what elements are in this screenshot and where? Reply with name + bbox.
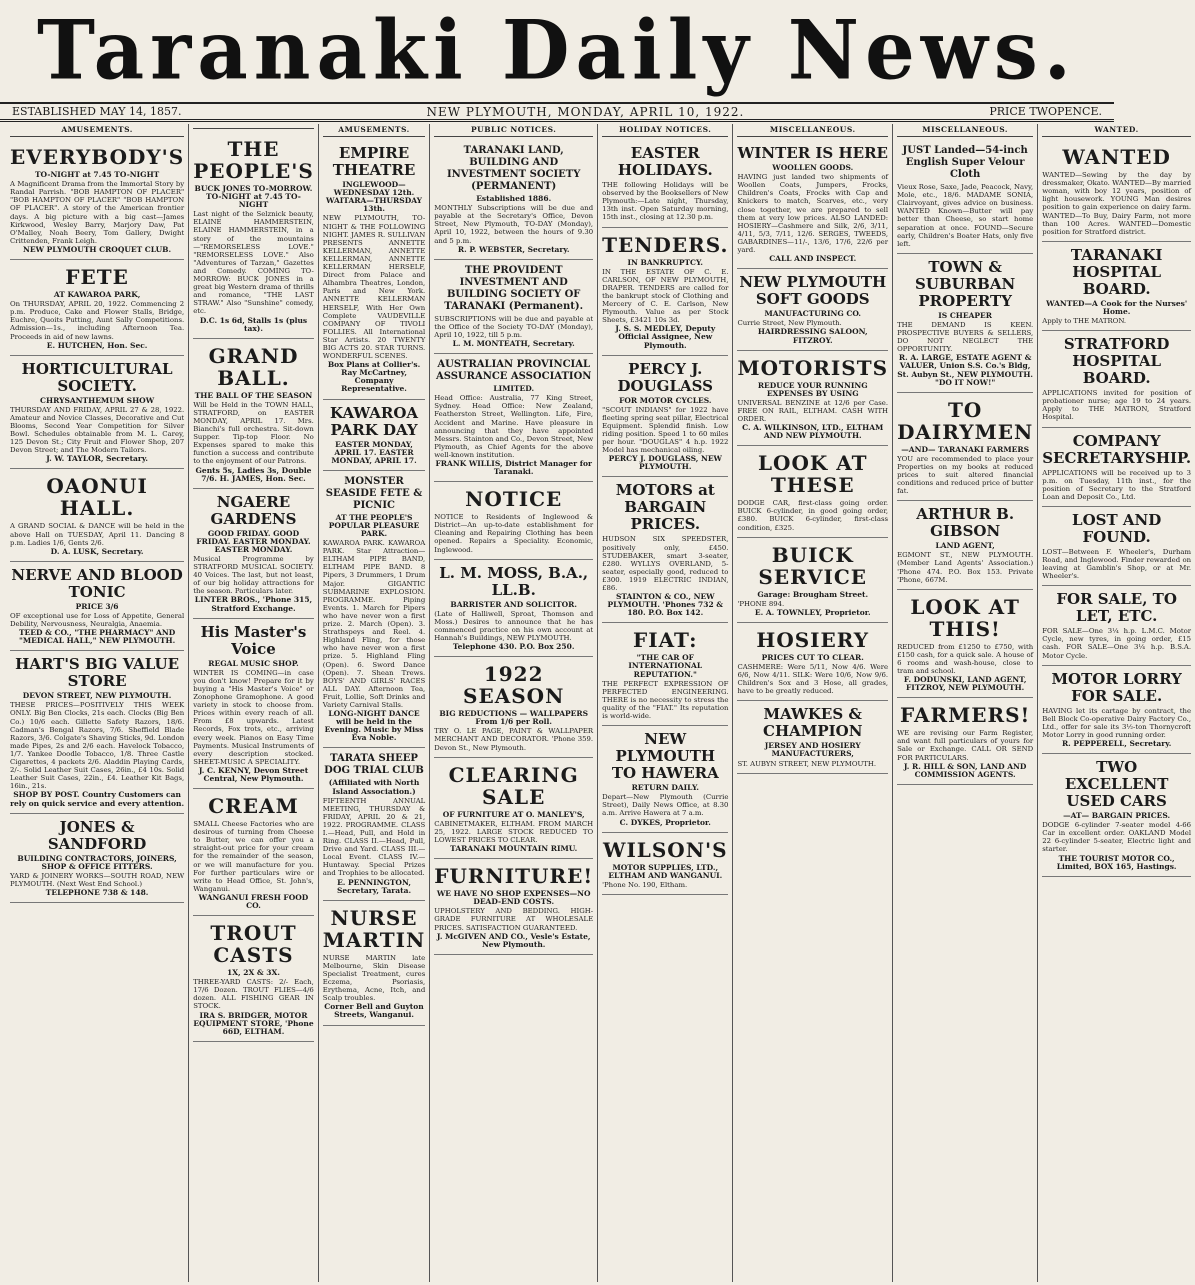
- ad-title: THE PROVIDENT INVESTMENT AND BUILDING SOCIETY OF TARANAKI (Permanent).: [444, 264, 584, 312]
- ad-body: 'Phone No. 190, Eltham.: [602, 880, 688, 889]
- ad-title: His Master's Voice: [200, 622, 307, 658]
- ad-footer: Gents 5s, Ladies 3s, Double 7/6. H. JAMES, Hon. Sec.: [195, 465, 312, 483]
- ad-title: EVERYBODY'S: [10, 145, 185, 170]
- ad-footer: J. W. TAYLOR, Secretary.: [46, 454, 148, 464]
- ad-body: Vieux Rose, Saxe, Jade, Peacock, Navy, Mole, etc., 18/6. MADAME SONIA, Clairvoyant, gives advice on business. WANTED Known—Butter will pay better than Cheese, so start home separation at once. FOUND—Secure early, Children's Boater Hats, only five left.: [897, 183, 1034, 248]
- ad-subtitle: THE BALL OF THE SEASON: [194, 390, 313, 400]
- ad-title: NURSE MARTIN: [322, 905, 426, 952]
- column-7: [893, 124, 1038, 1282]
- ad-title: BUICK SERVICE: [758, 542, 868, 589]
- column-8: [1038, 124, 1195, 1282]
- advertisement: [897, 590, 1033, 699]
- advertisement: [10, 814, 184, 903]
- ad-footer: E. HUTCHEN, Hon. Sec.: [46, 340, 148, 350]
- ad-title: LOST AND FOUND.: [1072, 510, 1162, 546]
- ad-title: CREAM: [208, 794, 299, 819]
- ad-body: FIFTEENTH ANNUAL MEETING, THURSDAY & FRIDAY, APRIL 20 & 21, 1922. PROGRAMME. CLASS I.—Head, Pull, and Hold in Ring. CLASS II.—Head, Pull, Drive and Yard. CLASS III.—Local Event. CLASS IV.—Huntaway. Special Prizes and Trophies to be allocated.: [322, 796, 426, 878]
- ad-footer: LINTER BROS., 'Phone 315, Stratford Exchange.: [194, 595, 313, 613]
- ad-body: FOR SALE—One 3¼ h.p. L.M.C. Motor Cycle, new tyres, in going order, £15 cash. FOR SALE—One 3¼ h.p. B.S.A. Motor Cycle.: [1042, 627, 1192, 660]
- ad-body: A Magnificent Drama from the Immortal Story by Randal Parrish. "BOB HAMPTON OF PLACER" "BOB HAMPTON OF PLACER" "BOB HAMPTON OF PLACER". A story of the American frontier days. A big picture with a big cast—James Kirkwood, Wesley Barry, Marjory Daw, Pat O'Malley, Noah Beery, Tom Gallery, Dwight Crittenden, Frank Leigh.: [10, 180, 185, 245]
- ad-title: THE PEOPLE'S: [193, 137, 314, 183]
- ad-body: DODGE CAR, first-class going order. BUICK 6-cylinder, in good going order, £380. BUICK 6-cylinder, first-class condition, £325.: [737, 499, 889, 532]
- ad-subtitle: DEVON STREET, NEW PLYMOUTH.: [22, 691, 172, 701]
- ad-title: KAWAROA PARK DAY: [330, 403, 419, 439]
- ad-subtitle: BIG REDUCTIONS — WALLPAPERS From 1/6 per Roll.: [439, 709, 589, 727]
- ad-title: FIAT:: [633, 628, 698, 653]
- advertisement: [193, 789, 314, 916]
- advertisement: [602, 140, 728, 227]
- ad-body: HUDSON SIX SPEEDSTER, positively only, £450. STUDEBAKER, smart 3-seater, £280. WYLLYS OVERLAND, 5-seater, especially good, reduced to £300. 1919 ELECTRIC INDIAN, £86.: [602, 535, 729, 592]
- ad-title: MOTORS at BARGAIN PRICES.: [615, 481, 715, 534]
- advertisement: [897, 393, 1033, 502]
- column-5: [598, 124, 733, 1282]
- advertisement: [434, 758, 593, 859]
- ad-body: ST. AUBYN STREET, NEW PLYMOUTH.: [737, 759, 877, 768]
- ad-footer: Box Plans at Collier's. Ray McCartney, Company Representative.: [327, 360, 421, 394]
- advertisement: [323, 140, 425, 399]
- column-heading: MISCELLANEOUS.: [737, 126, 888, 137]
- page-columns: [6, 124, 1192, 1282]
- ad-footer: TARANAKI MOUNTAIN RIMU.: [450, 844, 578, 854]
- ad-subtitle: RETURN DAILY.: [631, 783, 699, 793]
- advertisement: [193, 489, 314, 619]
- ad-title: TARATA SHEEP DOG TRIAL CLUB: [324, 753, 424, 777]
- advertisement: [10, 651, 184, 813]
- ad-footer: TEED & CO., "THE PHARMACY" AND "MEDICAL HALL," NEW PLYMOUTH.: [18, 628, 176, 646]
- advertisement: [897, 501, 1033, 589]
- ad-body: THREE-YARD CASTS: 2/- Each, 17/6 Dozen. TROUT FLIES—4/6 dozen. ALL FISHING GEAR IN STOCK.: [193, 978, 314, 1011]
- ad-subtitle: AT THE PEOPLE'S POPULAR PLEASURE PARK.: [328, 512, 420, 538]
- advertisement: [323, 471, 425, 749]
- ad-title: TROUT CASTS: [210, 921, 297, 968]
- ad-subtitle: Established 1886.: [476, 194, 552, 204]
- ad-body: A GRAND SOCIAL & DANCE will be held in the above Hall on TUESDAY, April 11. Dancing 8 p.m. Ladies 1/6, Gents 2/6.: [10, 522, 185, 547]
- advertisement: [434, 859, 593, 955]
- advertisement: [1042, 754, 1191, 877]
- ad-body: MONTHLY Subscriptions will be due and payable at the Secretary's Office, Devon Street, New Plymouth, TO-DAY (Monday), April 10, 1922, between the hours of 9.30 and 5 p.m.: [434, 204, 594, 245]
- ad-body: SUBSCRIPTIONS will be due and payable at the Office of the Society TO-DAY (Monday), April 10, 1922, till 5 p.m.: [434, 314, 594, 339]
- ad-body: THE PERFECT EXPRESSION OF PERFECTED ENGINEERING. THERE is no necessity to stress the quality of the "FIAT." Its reputation is world-wide.: [602, 679, 729, 721]
- column-3: [319, 124, 430, 1282]
- ad-body: EGMONT ST., NEW PLYMOUTH. (Member Land Agents' Association.) 'Phone 474. P.O. Box 153. Private 'Phone, 667M.: [897, 551, 1034, 584]
- ad-title: JUST Landed—54-inch English Super Velour Cloth: [902, 145, 1028, 181]
- ad-title: OAONUI HALL.: [46, 474, 148, 521]
- ad-title: HART'S BIG VALUE STORE: [15, 655, 180, 691]
- ad-title: NERVE AND BLOOD TONIC: [11, 565, 183, 601]
- column-heading: HOLIDAY NOTICES.: [602, 126, 728, 137]
- advertisement: [193, 619, 314, 789]
- ad-subtitle: —AND— TARANAKI FARMERS: [901, 444, 1030, 454]
- ad-footer: IRA S. BRIDGER, MOTOR EQUIPMENT STORE, 'Phone 66D, ELTHAM.: [193, 1010, 314, 1036]
- ad-body: WINTER IS COMING—in case you don't know! Prepare for it by buying a "His Master's Voice" or Zonophone Gramophone. A good variety in stock to choose from. Prices within every reach of all. From £8 upwards. Latest Records, Fox trots, etc., arriving every week. Pianos on Easy Time Payments. Musical Instruments of every description stocked. SHEET-MUSIC A SPECIALITY.: [193, 668, 314, 766]
- column-heading: PUBLIC NOTICES.: [434, 126, 593, 137]
- advertisement: [434, 560, 593, 658]
- advertisement: [737, 538, 888, 623]
- advertisement: [10, 469, 184, 561]
- ad-body: On THURSDAY, APRIL 20, 1922. Commencing 2 p.m. Produce, Cake and Flower Stalls, Bridge, Euchre, Quoits Putting, Aunt Sally Competitions. Admission—1s., including Afternoon Tea. Proceeds in aid of new lawns.: [10, 300, 185, 341]
- advertisement: [434, 354, 593, 482]
- ad-title: CLEARING SALE: [448, 762, 579, 809]
- ad-body: "SCOUT INDIANS" for 1922 have fleeting spring seat pillar, Electrical Equipment. Splendid finish. Low riding position. Speed 1 to 60 miles per hour. "DOUGLAS" 4 h.p. 1922 Model has mechanical oiling.: [602, 405, 729, 455]
- advertisement: [1042, 507, 1191, 586]
- advertisement: [1042, 242, 1191, 331]
- ad-title: MONSTER SEASIDE FETE & PICNIC: [325, 475, 423, 511]
- advertisement: [1042, 586, 1191, 665]
- ad-body: IN THE ESTATE OF C. E. CARLSON, OF NEW PLYMOUTH, DRAPER. TENDERS are called for the bankrupt stock of Clothing and Mercery of C. E. Carlson, New Plymouth. Value as per Stock Sheets, £3421 10s 3d.: [602, 267, 729, 325]
- ad-body: Depart—New Plymouth (Currie Street), Daily News Office, at 8.30 a.m. Arrive Hawera at 7 a.m.: [602, 793, 729, 818]
- ad-body: OF exceptional use for Loss of Appetite, General Debility, Nervousness, Neuralgia, Anaemia.: [10, 611, 185, 628]
- ad-subtitle: (Affiliated with North Island Association.): [328, 778, 420, 796]
- advertisement: [602, 726, 728, 832]
- advertisement: [10, 260, 184, 356]
- column-4: [430, 124, 598, 1282]
- ad-title: ARTHUR B. GIBSON: [916, 505, 1015, 541]
- ad-body: Head Office: Australia, 77 King Street, Sydney. Head Office: New Zealand, Featherston Street, Wellington. Life, Fire, Accident and Marine. Have pleasure in announcing that they have appointed Messrs. Stainton and Co., Devon Street, New Plymouth, as Chief Agents for the above well-known institution.: [434, 394, 594, 459]
- newspaper-title: Taranaki Daily News.: [37, 2, 1077, 99]
- dateline: [0, 102, 1114, 122]
- ad-body: KAWAROA PARK. KAWAROA PARK. Star Attraction—ELTHAM PIPE BAND, ELTHAM PIPE BAND. 8 Pipers, 3 Drummers, 1 Drum Major. GIGANTIC SUBMARINE EXPLOSION. PROGRAMME. Piping Events. 1. March for Pipers who have never won a first prize. 2. March (Open). 3. Strathspeys and Reel. 4. Highland Fling, for those who have never won a first prize. 5. Highland Fling (Open). 6. Sword Dance (Open). 7. Shean Trews. BOYS' AND GIRLS' RACES ALL DAY. Afternoon Tea, Fruit, Lollie, Soft Drinks and Variety Carnival Stalls.: [322, 539, 426, 709]
- ad-title: NEW PLYMOUTH SOFT GOODS: [739, 273, 887, 309]
- ad-subtitle: CHRYSANTHEMUM SHOW: [40, 395, 155, 405]
- issue-date: NEW PLYMOUTH, MONDAY, APRIL 10, 1922.: [426, 104, 745, 119]
- column-heading: WANTED.: [1042, 126, 1191, 137]
- ad-body: SMALL Cheese Factories who are desirous of turning from Cheese to Butter, we can offer you a straight-out price for your cream for the remainder of the season, or we will manufacture for you. For further particulars wire or write to Head Office, St. John's, Wanganui.: [193, 820, 314, 893]
- ad-title: PERCY J. DOUGLASS: [617, 359, 714, 395]
- ad-body: UNIVERSAL BENZINE at 12/6 per Case. FREE ON RAIL, ELTHAM. CASH WITH ORDER.: [737, 398, 889, 423]
- ad-subtitle: LIMITED.: [493, 384, 535, 394]
- advertisement: [737, 140, 888, 269]
- ad-body: APPLICATIONS invited for position of probationer nurse; age 19 to 24 years. Apply to THE MATRON, Stratford Hospital.: [1042, 389, 1192, 422]
- column-2: [189, 124, 319, 1282]
- ad-footer: J. R. HILL & SON, LAND AND COMMISSION AGENTS.: [903, 761, 1027, 779]
- ad-subtitle: IN BANKRUPTCY.: [627, 257, 704, 267]
- masthead: [0, 0, 1114, 102]
- advertisement: [193, 132, 314, 339]
- ad-subtitle: OF FURNITURE AT O. MANLEY'S,: [442, 809, 585, 819]
- ad-title: NGAERE GARDENS: [210, 492, 297, 528]
- ad-title: MOTORISTS: [737, 355, 889, 380]
- ad-body: Will be Held in the TOWN HALL, STRATFORD, on EASTER MONDAY, APRIL 17. Mrs. Bianchi's full orchestra. Sit-down Supper. Tip-top Floor. No Expenses spared to make this function a success and contribute to the enjoyment of our Patrons.: [193, 400, 314, 466]
- ad-subtitle: LAND AGENT,: [935, 541, 995, 551]
- ad-subtitle: "THE CAR OF INTERNATIONAL REPUTATION.": [628, 653, 703, 679]
- ad-subtitle: IS CHEAPER: [938, 310, 992, 320]
- ad-body: TRY O. LE PAGE, PAINT & WALLPAPER MERCHANT AND DECORATOR. 'Phone 359. Devon St., New Plymouth.: [434, 727, 594, 752]
- ad-footer: J. McGIVEN AND CO., Vesle's Estate, New Plymouth.: [436, 931, 591, 949]
- ad-title: HORTICULTURAL SOCIETY.: [21, 359, 173, 395]
- ad-title: TO DAIRYMEN: [897, 397, 1034, 444]
- ad-title: LOOK AT THIS!: [910, 594, 1020, 641]
- advertisement: [323, 400, 425, 471]
- ad-footer: Telephone 430. P.O. Box 250.: [452, 642, 575, 652]
- advertisement: [10, 562, 184, 651]
- advertisement: [434, 140, 593, 260]
- ad-body: (Late of Halliwell, Sproat, Thomson and Moss.) Desires to announce that he has commenced practice on his own account at Hannah's Buildings, NEW PLYMOUTH.: [434, 609, 594, 642]
- ad-subtitle: MANUFACTURING CO.: [764, 309, 862, 319]
- ad-title: FOR SALE, TO LET, ETC.: [1056, 590, 1177, 626]
- ad-title: TARANAKI HOSPITAL BOARD.: [1070, 245, 1163, 298]
- ad-title: JONES & SANDFORD: [47, 817, 147, 853]
- advertisement: [737, 701, 888, 773]
- ad-subtitle: TO-NIGHT at 7.45 TO-NIGHT: [34, 170, 160, 180]
- column-1: [6, 124, 189, 1282]
- ad-body: THE following Holidays will be observed by the Booksellers of New Plymouth:—Late night, Thursday, 13th inst. Open Saturday morning, 15th inst., closing at 12.30 p.m.: [602, 181, 729, 222]
- ad-footer: TELEPHONE 738 & 148.: [45, 887, 149, 897]
- ad-subtitle: EASTER MONDAY, APRIL 17. EASTER MONDAY, APRIL 17.: [331, 439, 417, 465]
- ad-footer: F. DODUNSKI, LAND AGENT, FITZROY, NEW PLYMOUTH.: [903, 675, 1027, 693]
- advertisement: [737, 446, 888, 537]
- ad-title: TARANAKI LAND, BUILDING AND INVESTMENT SOCIETY (PERMANENT): [446, 145, 581, 193]
- ad-title: COMPANY SECRETARYSHIP.: [1042, 431, 1192, 467]
- ad-footer: Corner Bell and Guyton Streets, Wanganui.: [324, 1002, 424, 1020]
- ad-title: WANTED: [1062, 145, 1171, 170]
- ad-subtitle: FOR MOTOR CYCLES.: [619, 395, 712, 405]
- ad-title: AUSTRALIAN PROVINCIAL ASSURANCE ASSOCIATION: [435, 359, 592, 383]
- advertisement: [1042, 140, 1191, 242]
- column-heading: AMUSEMENTS.: [10, 126, 184, 137]
- ad-body: THE DEMAND IS KEEN. PROSPECTIVE BUYERS & SELLERS, DO NOT NEGLECT THE OPPORTUNITY.: [897, 320, 1034, 354]
- ad-footer: HAIRDRESSING SALOON, FITZROY.: [757, 327, 868, 345]
- ad-subtitle: MOTOR SUPPLIES, LTD., ELTHAM AND WANGANUI.: [608, 862, 723, 880]
- ad-subtitle: PRICES CUT TO CLEAR.: [761, 652, 864, 662]
- ad-body: Last night of the Selznick beauty, ELAINE HAMMERSTEIN, ELAINE HAMMERSTEIN, in a story of the mountains—"REMORSELESS LOVE." "REMORSELESS LOVE." Also "Adventures of Tarzan," Gazettes and Comedy. COMING TO-MORROW: BUCK JONES in a great big Western drama of thrills and romance, "THE LAST STRAW." Also "Sunshine" comedy, etc.: [193, 210, 314, 316]
- ad-subtitle: Garage: Brougham Street.: [757, 589, 869, 599]
- ad-footer: C. A. WILKINSON, LTD., ELTHAM AND NEW PLYMOUTH.: [742, 423, 884, 441]
- ad-body: LOST—Between F. Wheeler's, Durham Road, and Inglewood. Finder rewarded on leaving at Gamblin's Shop, or at Mr. Wheeler's.: [1042, 547, 1192, 581]
- ad-title: MAWKES & CHAMPION: [763, 705, 863, 741]
- ad-subtitle: REDUCE YOUR RUNNING EXPENSES BY USING: [757, 380, 868, 398]
- ad-footer: L. M. MONTEATH, Secretary.: [452, 339, 575, 349]
- ad-subtitle: BUILDING CONTRACTORS, JOINERS, SHOP & OFFICE FITTERS.: [17, 853, 177, 871]
- advertisement: [323, 901, 425, 1026]
- advertisement: [737, 623, 888, 701]
- ad-body: Currie Street, New Plymouth.: [737, 319, 842, 328]
- ad-body: WANTED—Sewing by the day by dressmaker, Okato. WANTED—By married woman, with boy 12 years, position of light housework. YOUNG Man desires position to gain experience on dairy farm. WANTED—To Buy, Dairy Farm, not more than 100 Acres. WANTED—Domestic position for Stratford district.: [1042, 171, 1192, 236]
- ad-title: HOSIERY: [756, 627, 870, 652]
- ad-footer: E. A. TOWNLEY, Proprietor.: [754, 607, 871, 617]
- advertisement: [10, 140, 184, 260]
- ad-body: Apply to THE MATRON.: [1042, 317, 1127, 326]
- advertisement: [1042, 428, 1191, 507]
- ad-body: 'PHONE 894.: [737, 599, 785, 608]
- ad-title: TWO EXCELLENT USED CARS: [1064, 758, 1169, 811]
- advertisement: [323, 748, 425, 900]
- column-heading: [193, 126, 314, 129]
- ad-footer: J. S. S. MEDLEY, Deputy Official Assignee, New Plymouth.: [615, 324, 716, 350]
- advertisement: [602, 356, 728, 478]
- ad-body: Musical Programme by STRATFORD MUSICAL SOCIETY. 40 Voices. The last, but not least, of our big holiday attractions for the season. Particulars later.: [193, 555, 314, 596]
- ad-subtitle: PRICE 3/6: [75, 601, 119, 611]
- advertisement: [434, 260, 593, 354]
- ad-footer: PERCY J. DOUGLASS, NEW PLYMOUTH.: [608, 454, 722, 472]
- ad-title: FURNITURE!: [434, 864, 594, 889]
- ad-footer: STAINTON & CO., NEW PLYMOUTH. 'Phones 732 & 180. P.O. Box 142.: [607, 592, 724, 618]
- advertisement: [10, 356, 184, 470]
- ad-footer: THE TOURIST MOTOR CO., Limited, BOX 165, Hastings.: [1056, 853, 1177, 871]
- ad-title: EMPIRE THEATRE: [332, 144, 416, 180]
- ad-footer: CALL AND INSPECT.: [769, 254, 857, 264]
- ad-title: WINTER IS HERE: [737, 144, 888, 163]
- column-heading: MISCELLANEOUS.: [897, 126, 1033, 137]
- ad-body: REDUCED from £1250 to £750, with £150 cash, for a quick sale. A house of 6 rooms and wash-house, close to tram and school.: [897, 642, 1034, 675]
- ad-footer: E. PENNINGTON, Secretary, Tarata.: [336, 877, 412, 895]
- advertisement: [737, 269, 888, 350]
- ad-body: HAVING just landed two shipments of Woollen Coats, Jumpers, Frocks, Children's Coats, Frocks with Cap and Knickers to match, Scarves, etc., very close together, we are prepared to sell them at very low prices. ALSO LANDED: HOSIERY—Cashmere and Silk, 2/6, 3/11, 4/11, 5/3, 7/11, 12/6. SERGES, TWEEDS, GABARDINES—11/-, 13/6, 17/6, 22/6 per yard.: [737, 173, 889, 255]
- established-text: ESTABLISHED MAY 14, 1857.: [12, 105, 182, 118]
- ad-subtitle: REGAL MUSIC SHOP.: [208, 658, 299, 668]
- ad-title: MOTOR LORRY FOR SALE.: [1051, 669, 1182, 705]
- ad-subtitle: BARRISTER AND SOLICITOR.: [450, 599, 578, 609]
- ad-subtitle: AT KAWAROA PARK,: [53, 290, 141, 300]
- ad-footer: R. P. WEBSTER, Secretary.: [457, 244, 570, 254]
- advertisement: [193, 916, 314, 1042]
- advertisement: [434, 657, 593, 757]
- ad-subtitle: —AT— BARGAIN PRICES.: [1063, 811, 1171, 821]
- ad-subtitle: WE HAVE NO SHOP EXPENSES—NO DEAD-END COSTS.: [436, 889, 591, 907]
- ad-title: L. M. MOSS, B.A., LL.B.: [439, 563, 589, 599]
- advertisement: [434, 482, 593, 559]
- ad-footer: LONG-NIGHT DANCE will be held in the Evening. Music by Miss Eva Noble.: [324, 709, 424, 743]
- ad-body: UPHOLSTERY AND BEDDING. HIGH-GRADE FURNITURE AT WHOLESALE PRICES. SATISFACTION GUARANTEED.: [434, 907, 594, 932]
- ad-title: LOOK AT THESE: [757, 451, 868, 498]
- advertisement: [897, 698, 1033, 785]
- ad-title: EASTER HOLIDAYS.: [617, 144, 713, 180]
- column-heading: AMUSEMENTS.: [323, 126, 425, 137]
- ad-title: GRAND BALL.: [208, 343, 299, 390]
- ad-body: CASHMERE: Were 5/11, Now 4/6. Were 6/6, Now 4/11. SILK: Were 10/6, Now 9/6. Children's Sox and 3 Hose, all grades, have to be greatly reduced.: [737, 663, 889, 696]
- ad-footer: NEW PLYMOUTH CROQUET CLUB.: [23, 244, 172, 254]
- ad-subtitle: INGLEWOOD—WEDNESDAY 12th. WAITARA—THURSDAY 13th.: [326, 180, 423, 214]
- ad-title: STRATFORD HOSPITAL BOARD.: [1063, 335, 1170, 388]
- advertisement: [1042, 666, 1191, 754]
- ad-subtitle: WANTED—A Cook for the Nurses' Home.: [1046, 298, 1188, 316]
- ad-body: NURSE MARTIN late Melbourne, Skin Disease Specialist Treatment, cures Eczema, Psoriasis, Erythema, Acne, Itch, and Scalp troubles.: [322, 953, 426, 1003]
- ad-title: TENDERS.: [602, 232, 729, 257]
- ad-footer: C. DYKES, Proprietor.: [619, 817, 711, 827]
- ad-body: NEW PLYMOUTH, TO-NIGHT & THE FOLLOWING NIGHT. JAMES R. SULLIVAN PRESENTS ANNETTE KELLERMAN, ANNETTE KELLERMAN, ANNETTE KELLERMAN HERSELF, Direct from Palace and Alhambra Theatres, London, Paris and New York. ANNETTE KELLERMAN HERSELF, With Her Own Complete VAUDEVILLE COMPANY OF TIVOLI FOLLIES. All International Star Artists. 20 TWENTY BIG ACTS 20. STAR TURNS. WONDERFUL SCENES.: [322, 214, 426, 361]
- ad-footer: J. C. KENNY, Devon Street Central, New Plymouth.: [198, 765, 309, 783]
- ad-body: WE are revising our Farm Register, and want full particulars of yours for Sale or Exchange. CALL OR SEND FOR PARTICULARS.: [897, 729, 1034, 762]
- advertisement: [897, 254, 1033, 393]
- column-6: [733, 124, 893, 1282]
- ad-title: FARMERS!: [899, 703, 1031, 728]
- ad-footer: FRANK WILLIS, District Manager for Taranaki.: [435, 458, 592, 477]
- ad-footer: R. A. LARGE, ESTATE AGENT & VALUER, Union S.S. Co.'s Bldg, St. Aubyn St., NEW PLYMOUTH. "DO IT NOW!": [897, 353, 1034, 387]
- ad-title: FETE: [65, 265, 129, 290]
- ad-footer: WANGANUI FRESH FOOD CO.: [198, 892, 309, 910]
- ad-body: HAVING let its cartage by contract, the Bell Block Co-operative Dairy Factory Co., Ltd., offer for sale its 3½-ton Thornycroft Motor Lorry in good running order.: [1042, 706, 1192, 739]
- ad-body: YOU are recommended to place your Properties on my books at reduced prices to suit altered financial conditions and reduced price of butter fat.: [897, 454, 1034, 496]
- ad-footer: R. PEPPERELL, Secretary.: [1061, 739, 1172, 748]
- ad-title: TOWN & SUBURBAN PROPERTY: [915, 257, 1016, 310]
- ad-footer: D. A. LUSK, Secretary.: [50, 546, 144, 556]
- advertisement: [897, 140, 1033, 254]
- advertisement: [602, 623, 728, 726]
- ad-subtitle: BUCK JONES TO-MORROW. TO-NIGHT at 7.45 TO-NIGHT: [194, 184, 313, 210]
- ad-subtitle: GOOD FRIDAY. GOOD FRIDAY. EASTER MONDAY. EASTER MONDAY.: [196, 528, 311, 554]
- ad-footer: D.C. 1s 6d, Stalls 1s (plus tax).: [199, 315, 308, 333]
- ad-subtitle: 1X, 2X & 3X.: [227, 968, 280, 978]
- ad-body: DODGE 6-cylinder 7-seater model 4-66 Car in excellent order. OAKLAND Model 22 6-cylinder 5-seater, Electric light and starter.: [1042, 821, 1192, 854]
- advertisement: [193, 339, 314, 489]
- ad-title: 1922 SEASON: [463, 662, 565, 709]
- advertisement: [1042, 331, 1191, 427]
- advertisement: [737, 351, 888, 447]
- ad-subtitle: WOOLLEN GOODS.: [772, 163, 854, 173]
- ad-subtitle: JERSEY AND HOSIERY MANUFACTURERS,: [764, 741, 861, 759]
- ad-body: NOTICE to Residents of Inglewood & District—An up-to-date establishment for Cleaning and Repairing Clothing has been opened. Repairs a Speciality. Economic, Inglewood.: [434, 513, 594, 554]
- ad-title: NOTICE: [465, 487, 563, 512]
- price-text: PRICE TWOPENCE.: [989, 105, 1102, 118]
- ad-title: WILSON'S: [602, 837, 728, 862]
- ad-footer: SHOP BY POST. Country Customers can rely on quick service and every attention.: [10, 790, 185, 808]
- ad-body: APPLICATIONS will be received up to 3 p.m. on Tuesday, 11th inst., for the position of Secretary to the Stratford Loan and Deposit Co., Ltd.: [1042, 468, 1192, 501]
- ad-body: THURSDAY AND FRIDAY, APRIL 27 & 28, 1922. Amateur and Novice Classes, Decorative and Cut Blooms, Second Year Competition for Silver Bowl. Schedules obtainable from M. L. Carey, 125 Devon St.; City Fruit and Flower Shop, 207 Devon Street; and The Modern Tailors.: [10, 405, 185, 455]
- advertisement: [602, 833, 728, 895]
- ad-body: CABINETMAKER, ELTHAM. FROM MARCH 25, 1922. LARGE STOCK REDUCED TO LOWEST PRICES TO CLEAR.: [434, 819, 594, 844]
- ad-body: THESE PRICES—POSITIVELY THIS WEEK ONLY. Big Ben Clocks, 21s each. Clocks (Big Ben Co.) 10/6 each. Gillette Safety Razors, 18/6. Cadman's Bengal Razors, 7/6. Sheffield Blade Razors, 3/6. Colgate's Shaving Sticks, 9d. London made Pipes, 2s and 2/6 each. Havelock Tobacco, 1/7. Yankee Doodle Tobacco, 1/8. Three Castle Cigarettes, 4 packets 2/6. Aladdin Playing Cards, 2/-. Solid Leather Suit Cases, 26in., £4 10s. Solid Leather Suit Cases, 22in., £4. Leather Kit Bags, 16in., 21s.: [10, 701, 185, 791]
- advertisement: [602, 228, 728, 356]
- ad-title: NEW PLYMOUTH TO HAWERA: [611, 730, 719, 783]
- advertisement: [602, 477, 728, 623]
- ad-body: YARD & JOINERY WORKS—SOUTH ROAD, NEW PLYMOUTH. (Next West End School.): [10, 871, 185, 888]
